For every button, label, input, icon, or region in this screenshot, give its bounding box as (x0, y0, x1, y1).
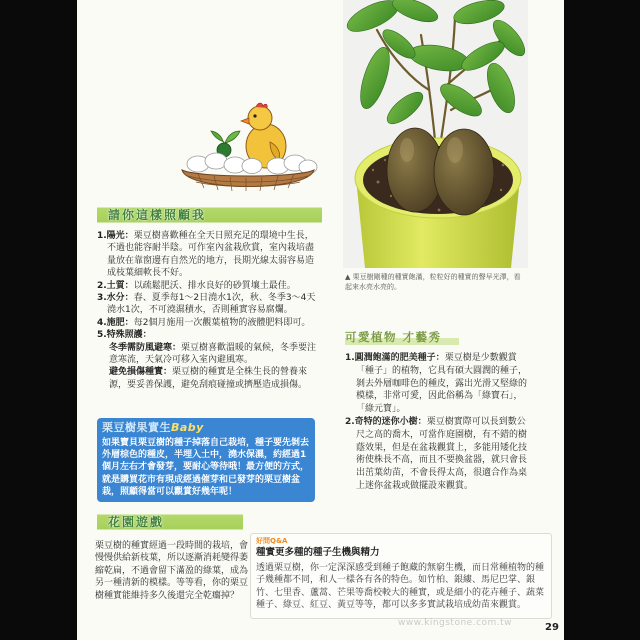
care-special-label: 避免損傷種實： (109, 367, 173, 378)
care-item-label: 5.特殊照護： (97, 330, 152, 341)
game-text: 栗豆樹的種實經過一段時間的栽培，會慢慢供給新枝葉，所以逐漸消耗變得萎縮乾扁，不過會留下滿盈的綠葉，成為另一種清新的模樣。等等看，你的栗豆樹種實能維持多久後還完全乾癟掉？ (95, 541, 249, 601)
care-item-soil (97, 280, 321, 292)
care-special-text: 栗豆樹的種實是全株生長的營養來源，要妥善保護，避免刮痕碰撞或擠壓造成損傷。 (109, 367, 308, 390)
baby-info-box (97, 418, 315, 502)
qa-tag: 好問Q&A (256, 537, 288, 545)
care-item-label: 3.水分： (97, 293, 134, 304)
baby-box-text: 如果寶貝栗豆樹的種子掉落自己栽培，種子要先剝去外層棕色的種皮，半埋入土中，澆水保濕，約經過1個月左右才會發芽，要耐心等待哦！最方便的方式，就是購買花市有現成經過催芽和已發芽的栗豆樹盆栽，照顧得當可以觀賞好幾年呢！ (102, 438, 310, 497)
qa-title: 種實更多種的種子生機與精力 (256, 547, 380, 558)
care-item-text: 春、夏季每1～2日澆水1次，秋、冬季3～4天澆水1次，不可澆濕積水，否則種實容易腐爛。 (107, 293, 316, 316)
care-heading-text: 請你這樣照顧我 (108, 208, 207, 222)
care-item-fertilizer (97, 317, 321, 329)
care-item-label: 1.陽光： (97, 231, 134, 241)
watermark: www.kingstone.com.tw (398, 618, 513, 628)
baby-box-title (102, 420, 204, 435)
page-number: 29 (545, 622, 559, 633)
care-heading (97, 205, 322, 225)
talent-list (345, 352, 533, 493)
care-item-water (97, 292, 321, 317)
game-heading (97, 512, 243, 532)
qa-box (250, 533, 552, 619)
talent-heading (345, 328, 459, 346)
talent-item-text: 栗豆樹是少數觀賞「種子」的植物，它具有碩大圓潤的種子，剝去外層咖啡色的種皮，露出光滑又堅綠的模樣，非常可愛，因此俗稱為「綠寶石」，「綠元寶」。 (356, 353, 528, 415)
talent-item-label: 2.奇特的迷你小樹： (345, 416, 427, 427)
chick-nest-illustration (178, 100, 318, 198)
care-item-text: 栗豆樹喜歡種在全天日照充足的環境中生長，不過也能容耐半陰。可作室內盆栽欣賞，室內栽培盡量放在靠窗邊有自然光的地方，長期光線太弱容易造成枝葉細軟長不好。 (107, 231, 315, 279)
game-heading-text: 花園遊戲 (108, 515, 165, 529)
talent-heading-text: 可愛植物 才藝秀 (345, 330, 442, 344)
care-item-sun (97, 230, 321, 280)
care-special-label: 冬季需防風避寒： (109, 342, 182, 353)
care-item-text: 每2個月施用一次觀葉植物的液體肥料即可。 (133, 317, 311, 328)
qa-text: 透過栗豆樹，你一定深深感受到種子飽藏的無窮生機，而日常種植物的種子幾種都不同，和人一樣各有各的特色。如竹柏、銀縷、馬尼巴掌、銀竹、七里香、蘆蒿、芒果等喬校較大的種實，或是細小的花卉種子、蔬菜種子、綠豆、紅豆、黃豆等等，都可以多多實試栽培成幼苗來觀賞。 (256, 563, 545, 610)
talent-item-seed (345, 352, 533, 416)
care-special-seed (97, 366, 321, 391)
photo-caption: ▲ 栗豆樹剛種的種實飽滿，粒粒好的種實的聲早光澤，看起來水亮水亮的。 (345, 273, 521, 291)
baby-box-title-text: 栗豆樹果實生 (102, 421, 171, 434)
care-special-text: 栗豆樹喜歡溫暖的氣候，冬季要注意寒流，天氣冷可移入室內避風寒。 (109, 342, 317, 366)
care-item-label: 2.土質： (97, 280, 134, 291)
care-item-special (97, 329, 321, 341)
talent-item-mini-tree (345, 416, 533, 493)
care-special-winter (97, 342, 321, 367)
care-item-text: 以疏鬆肥沃、排水良好的砂質壤土最佳。 (133, 280, 296, 291)
care-item-label: 4.施肥： (97, 317, 134, 328)
baby-box-title-accent: Baby (171, 421, 204, 434)
care-list (97, 230, 321, 391)
talent-item-label: 1.圓潤飽滿的肥美種子： (345, 353, 445, 363)
talent-item-text: 栗豆樹實際可以長到數公尺之高的喬木，可當作庭園樹，有不錯的樹蔭效果，但是在盆栽觀賞上，多能用矮化技術使株長不高，而且不要換盆器，就只會長出茁葉幼苗，不會長得太高，很適合作為桌上迷你盆栽或做擺設來觀賞。 (356, 416, 528, 491)
plant-photo (343, 0, 528, 268)
